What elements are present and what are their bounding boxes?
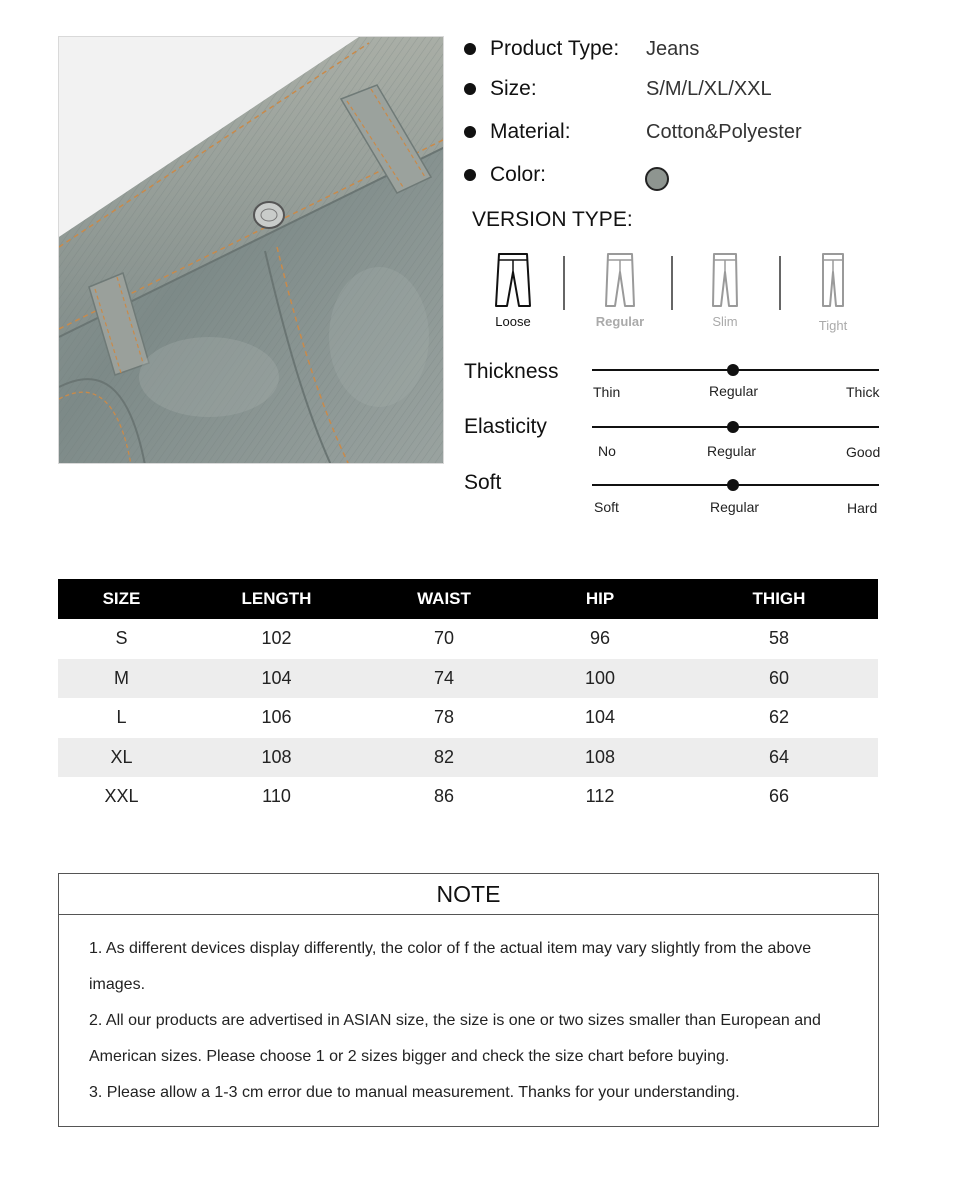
spec-value-material: Cotton&Polyester [646, 121, 802, 143]
spec-label: Color: [490, 163, 547, 186]
table-cell: 86 [433, 786, 455, 807]
table-cell: 110 [262, 786, 291, 807]
scale-low-soft: Soft [594, 499, 619, 515]
pants-icon [705, 252, 745, 308]
bullet-icon [464, 43, 476, 55]
spec-label: Product Type: [490, 37, 620, 60]
scale-label-elasticity: Elasticity [464, 415, 547, 438]
scale-low-elasticity: No [598, 443, 616, 459]
table-cell: 74 [368, 659, 520, 699]
table-row [58, 698, 878, 738]
scale-high-thickness: Thick [846, 384, 880, 400]
product-photo [58, 36, 444, 464]
scale-marker-elasticity [727, 421, 739, 433]
note-item: 2. All our products are advertised in ASIAN size, the size is one or two sizes smaller than European and American sizes. Please choose 1 or 2 sizes bigger and check the size chart before buying. [89, 1012, 821, 1065]
table-row [58, 659, 878, 699]
table-cell: 102 [261, 628, 292, 649]
pants-icon [493, 252, 533, 308]
bullet-icon [464, 126, 476, 138]
table-cell: 108 [185, 738, 368, 778]
spec-label: Size: [490, 77, 537, 100]
table-cell: 106 [261, 707, 292, 728]
header-thigh: THIGH [680, 579, 878, 619]
table-cell: XL [58, 738, 185, 778]
note-title: NOTE [59, 874, 878, 915]
table-cell: 96 [589, 628, 611, 649]
header-hip: HIP [520, 579, 680, 619]
scale-mid-soft: Regular [710, 499, 760, 515]
scale-label-thickness: Thickness [464, 360, 559, 383]
table-row [58, 619, 878, 659]
fit-label-slim: Slim [712, 314, 738, 329]
table-cell: XXL [104, 786, 139, 807]
spec-value-size: S/M/L/XL/XXL [646, 78, 772, 100]
note-box [58, 873, 879, 1127]
table-cell: 60 [680, 659, 878, 699]
bullet-icon [464, 169, 476, 181]
header-waist: WAIST [368, 579, 520, 619]
fit-option-regular [580, 252, 660, 329]
scale-high-elasticity: Good [846, 444, 881, 460]
scale-marker-thickness [727, 364, 739, 376]
table-cell: 104 [185, 659, 368, 699]
table-cell: 66 [768, 786, 790, 807]
note-body [59, 915, 878, 1111]
size-chart-table [58, 579, 878, 817]
table-cell: M [58, 659, 185, 699]
spec-row-size [464, 74, 537, 104]
fit-label-loose: Loose [495, 314, 531, 329]
color-swatch [645, 167, 669, 191]
table-cell: 82 [368, 738, 520, 778]
pants-icon [600, 252, 640, 308]
table-cell: 108 [520, 738, 680, 778]
table-cell: 78 [433, 707, 455, 728]
spec-row-material [464, 117, 571, 147]
scale-low-thickness: Thin [593, 384, 621, 400]
spec-label: Material: [490, 120, 571, 143]
fit-divider [563, 256, 565, 310]
note-item: 3. Please allow a 1-3 cm error due to manual measurement. Thanks for your understanding. [89, 1084, 740, 1101]
table-cell: 112 [585, 786, 615, 807]
note-item: 1. As different devices display differently, the color of f the actual item may vary slightly from the above images. [89, 940, 812, 993]
table-cell: 58 [768, 628, 790, 649]
table-cell: 64 [680, 738, 878, 778]
header-length: LENGTH [185, 579, 368, 619]
scale-mid-elasticity: Regular [707, 443, 757, 459]
header-size: SIZE [58, 579, 185, 619]
table-cell: S [115, 628, 128, 649]
spec-row-product-type [464, 34, 619, 64]
table-cell: 62 [768, 707, 790, 728]
fit-label-tight: Tight [818, 318, 848, 333]
fit-label-regular: Regular [595, 314, 645, 329]
scale-high-soft: Hard [847, 500, 878, 516]
table-header-row [58, 579, 878, 619]
scale-mid-thickness: Regular [709, 383, 759, 399]
table-cell: 104 [584, 707, 616, 728]
version-type-title: VERSION TYPE: [472, 208, 633, 231]
fit-option-slim [685, 252, 765, 329]
spec-row-color [464, 160, 546, 190]
table-row [58, 738, 878, 778]
bullet-icon [464, 83, 476, 95]
table-cell: L [116, 707, 127, 728]
scale-marker-soft [727, 479, 739, 491]
pants-icon [813, 252, 853, 308]
fit-divider [779, 256, 781, 310]
scale-label-soft: Soft [464, 471, 502, 494]
table-cell: 100 [520, 659, 680, 699]
spec-value-product-type: Jeans [646, 38, 700, 60]
table-row [58, 777, 878, 817]
table-cell: 70 [433, 628, 455, 649]
fit-divider [671, 256, 673, 310]
fit-option-tight [793, 252, 873, 333]
fit-option-loose [473, 252, 553, 329]
